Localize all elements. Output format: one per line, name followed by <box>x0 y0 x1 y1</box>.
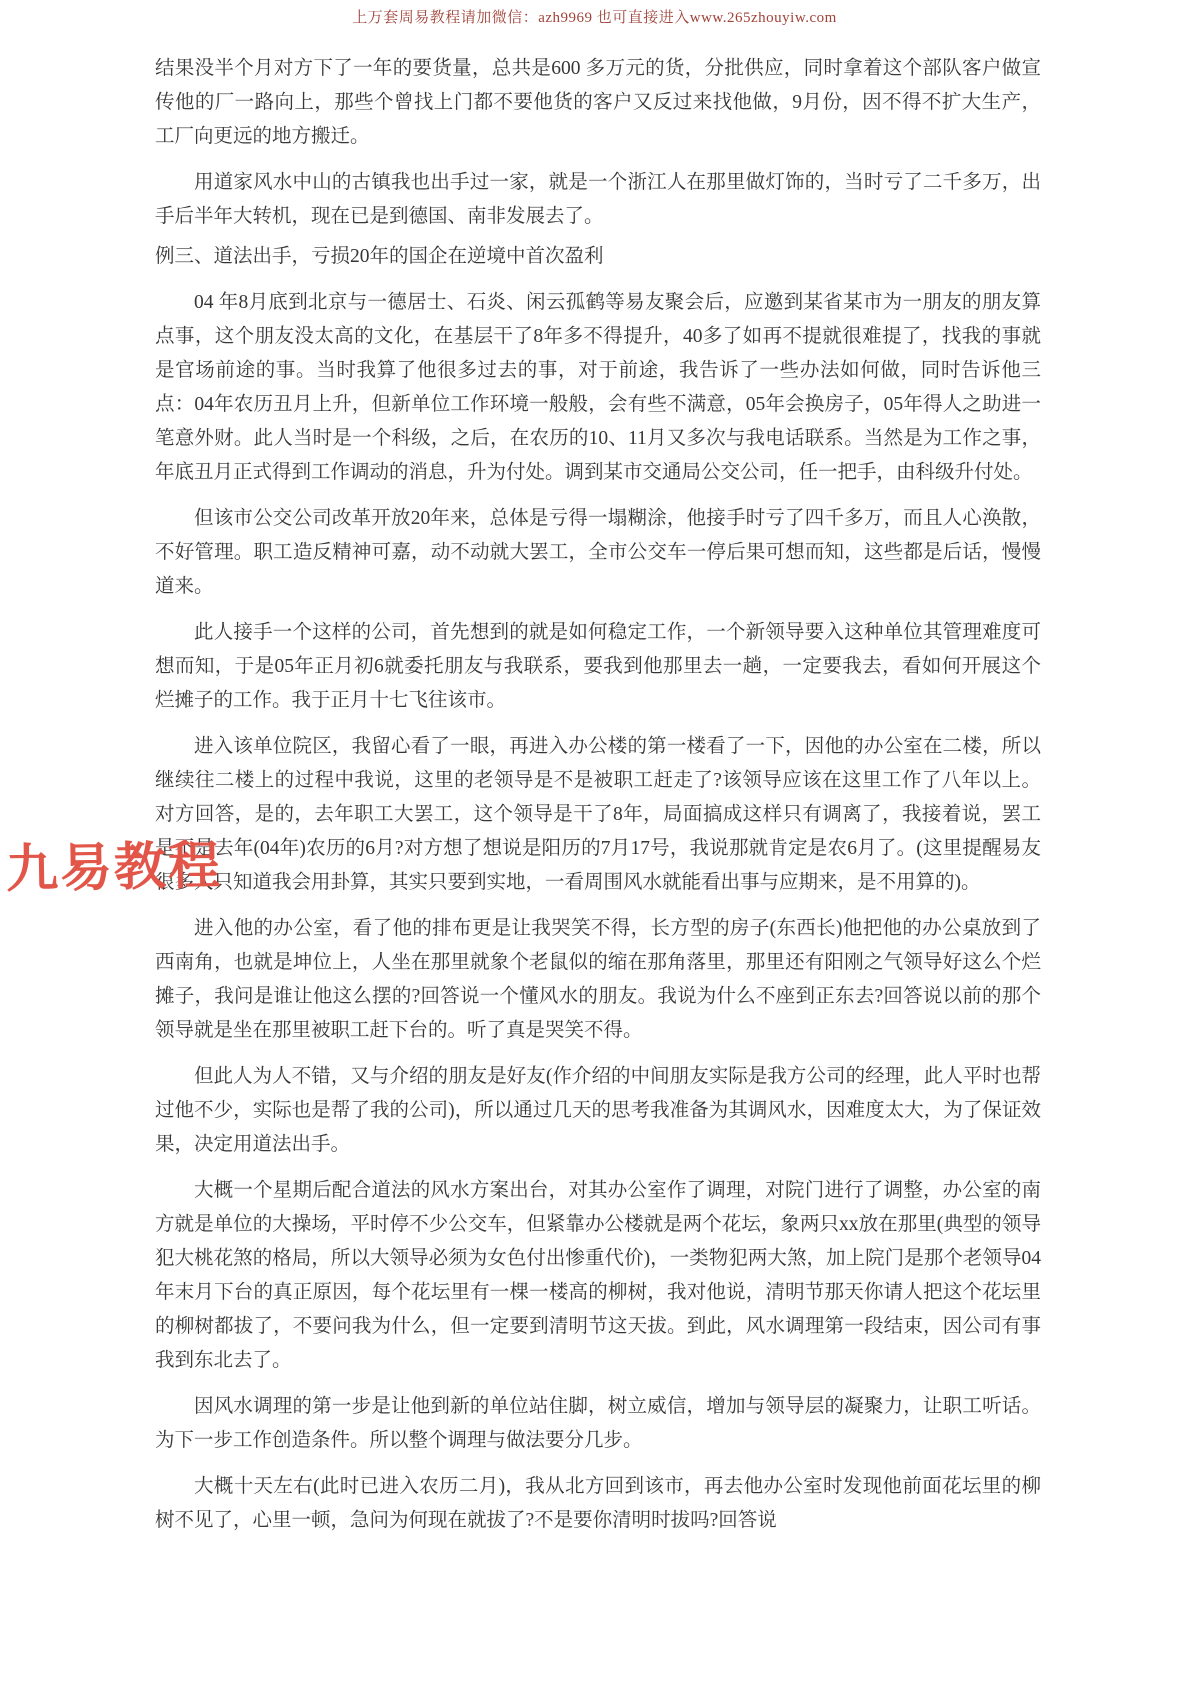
paragraph: 进入该单位院区，我留心看了一眼，再进入办公楼的第一楼看了一下，因他的办公室在二楼，所以继续往二楼上的过程中我说，这里的老领导是不是被职工赶走了?该领导应该在这里工作了八年以上。对方回答，是的，去年职工大罢工，这个领导是干了8年，局面搞成这样只有调离了，我接着说，罢工是不是去年(04年)农历的6月?对方想了想说是阳历的7月17号，我说那就肯定是农6月了。(这里提醒易友很多人只知道我会用卦算，其实只要到实地，一看周围风水就能看出事与应期来，是不用算的)。 <box>155 736 1041 893</box>
paragraph: 此人接手一个这样的公司，首先想到的就是如何稳定工作，一个新领导要入这种单位其管理难度可想而知，于是05年正月初6就委托朋友与我联系，要我到他那里去一趟，一定要我去，看如何开展这个烂摊子的工作。我于正月十七飞往该市。 <box>155 622 1041 711</box>
paragraph: 用道家风水中山的古镇我也出手过一家，就是一个浙江人在那里做灯饰的，当时亏了二千多万，出手后半年大转机，现在已是到德国、南非发展去了。 <box>155 172 1041 227</box>
paragraph: 结果没半个月对方下了一年的要货量，总共是600 多万元的货，分批供应，同时拿着这个部队客户做宣传他的厂一路向上，那些个曾找上门都不要他货的客户又反过来找他做，9月份，因不得不扩大生产，工厂向更远的地方搬迁。 <box>155 58 1041 147</box>
paragraph: 大概一个星期后配合道法的风水方案出台，对其办公室作了调理，对院门进行了调整，办公室的南方就是单位的大操场，平时停不少公交车，但紧靠办公楼就是两个花坛，象两只xx放在那里(典型的领导犯大桃花煞的格局，所以大领导必须为女色付出惨重代价)，一类物犯两大煞，加上院门是那个老领导04年末月下台的真正原因，每个花坛里有一棵一楼高的柳树，我对他说，清明节那天你请人把这个花坛里的柳树都拔了，不要问我为什么，但一定要到清明节这天拔。到此，风水调理第一段结束，因公司有事我到东北去了。 <box>155 1180 1041 1371</box>
section-heading: 例三、道法出手，亏损20年的国企在逆境中首次盈利 <box>155 246 604 267</box>
paragraph: 进入他的办公室，看了他的排布更是让我哭笑不得，长方型的房子(东西长)他把他的办公桌放到了西南角，也就是坤位上，人坐在那里就象个老鼠似的缩在那角落里，那里还有阳刚之气领导好这么个烂摊子，我问是谁让他这么摆的?回答说一个懂风水的朋友。我说为什么不座到正东去?回答说以前的那个领导就是坐在那里被职工赶下台的。听了真是哭笑不得。 <box>155 918 1041 1041</box>
document-body <box>155 52 1041 1550</box>
watermark-text: 九易教程 <box>5 837 223 899</box>
paragraph: 但该市公交公司改革开放20年来，总体是亏得一塌糊涂，他接手时亏了四千多万，而且人心涣散，不好管理。职工造反精神可嘉，动不动就大罢工，全市公交车一停后果可想而知，这些都是后话，慢慢道来。 <box>155 508 1041 597</box>
header-ad-text: 上万套周易教程请加微信：azh9969 也可直接进入www.265zhouyiw.com <box>352 10 837 26</box>
paragraph: 但此人为人不错，又与介绍的朋友是好友(作介绍的中间朋友实际是我方公司的经理，此人平时也帮过他不少，实际也是帮了我的公司)，所以通过几天的思考我准备为其调风水，因难度太大，为了保证效果，决定用道法出手。 <box>155 1066 1041 1155</box>
paragraph: 因风水调理的第一步是让他到新的单位站住脚，树立威信，增加与领导层的凝聚力，让职工听话。为下一步工作创造条件。所以整个调理与做法要分几步。 <box>155 1396 1041 1451</box>
paragraph: 04 年8月底到北京与一德居士、石炎、闲云孤鹤等易友聚会后，应邀到某省某市为一朋友的朋友算点事，这个朋友没太高的文化，在基层干了8年多不得提升，40多了如再不提就很难提了，找我的事就是官场前途的事。当时我算了他很多过去的事，对于前途，我告诉了一些办法如何做，同时告诉他三点：04年农历丑月上升，但新单位工作环境一般般，会有些不满意，05年会换房子，05年得人之助进一笔意外财。此人当时是一个科级，之后，在农历的10、11月又多次与我电话联系。当然是为工作之事，年底丑月正式得到工作调动的消息，升为付处。调到某市交通局公交公司，任一把手，由科级升付处。 <box>155 292 1041 483</box>
paragraph: 大概十天左右(此时已进入农历二月)，我从北方回到该市，再去他办公室时发现他前面花坛里的柳树不见了，心里一顿，急问为何现在就拔了?不是要你清明时拔吗?回答说 <box>155 1476 1041 1531</box>
